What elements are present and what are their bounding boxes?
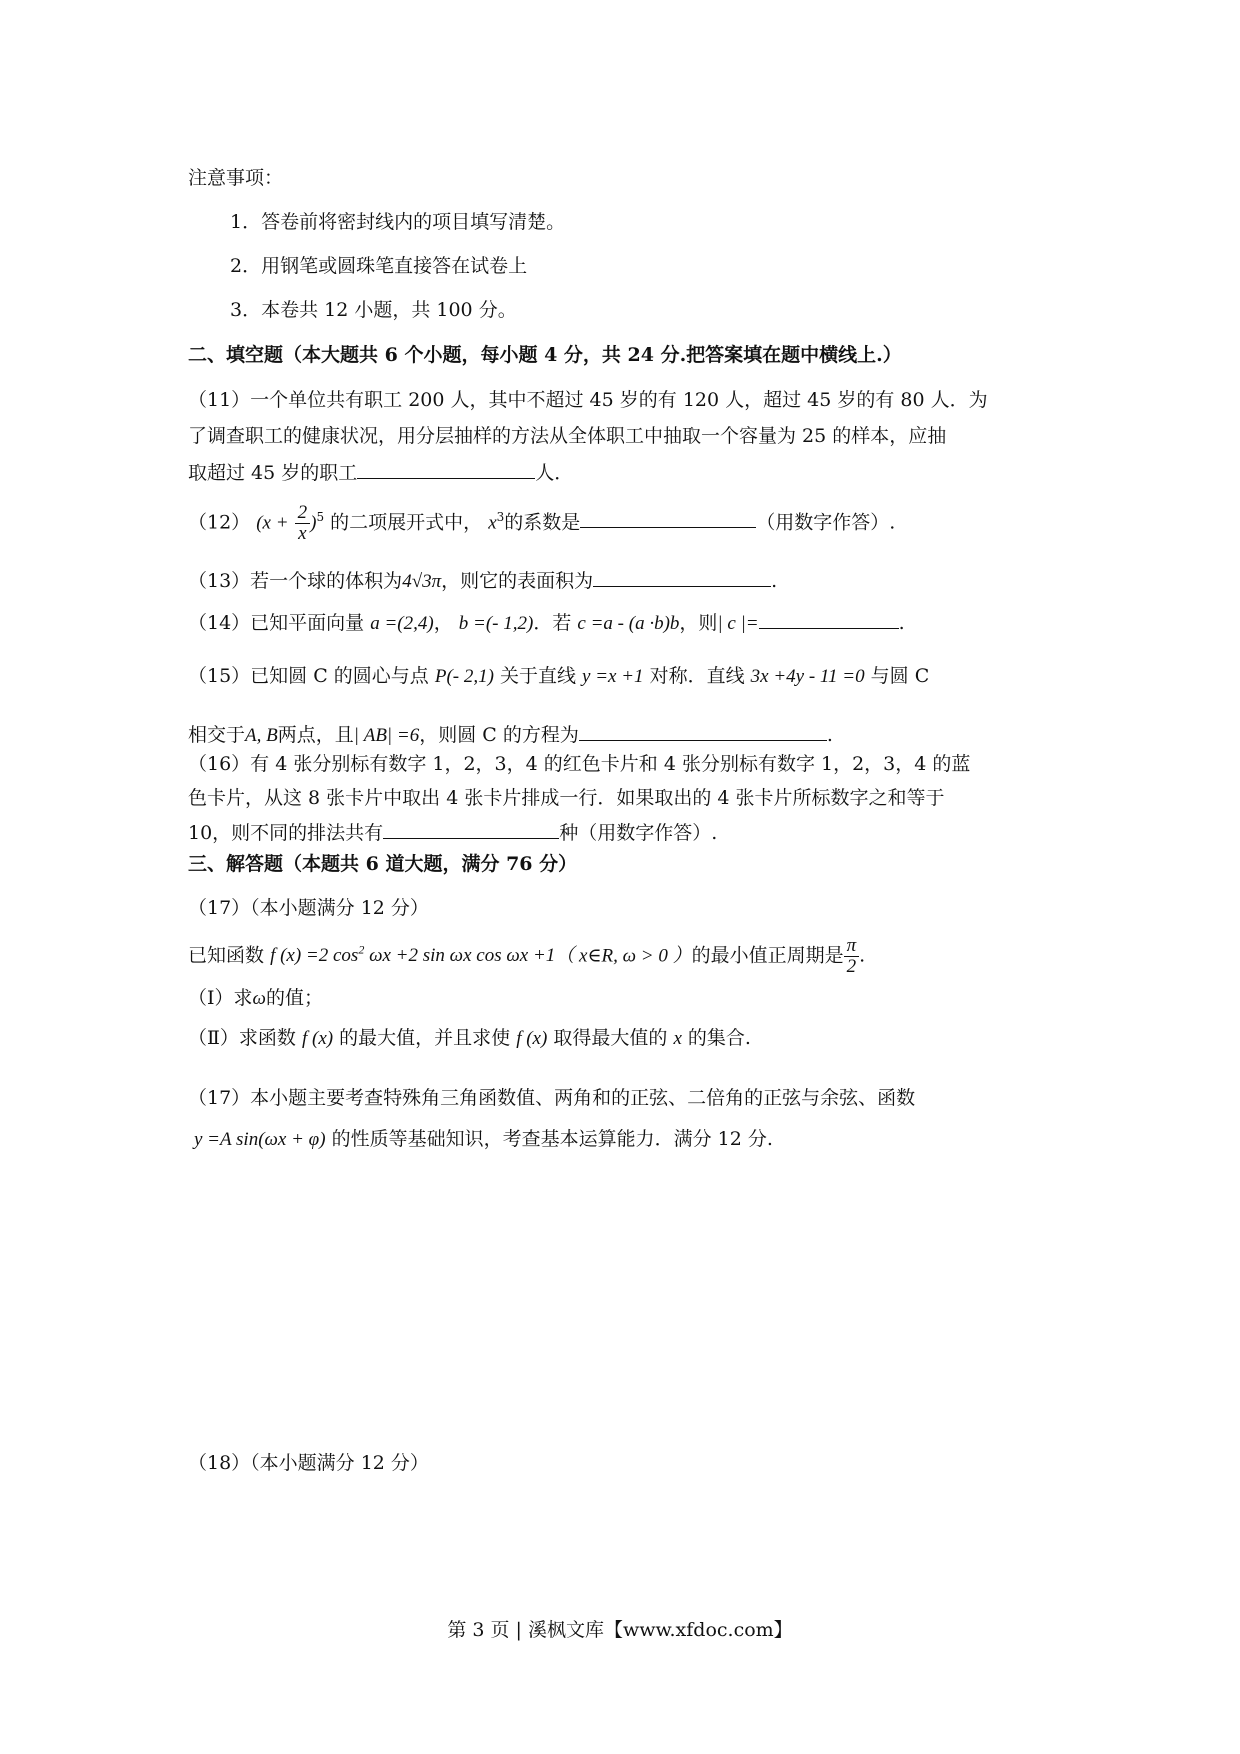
q15-mid1: 关于直线 [499,665,576,687]
q16-answer-blank [383,820,559,839]
q12-answer-blank [580,509,756,528]
q11-line2: 了调查职工的健康状况，用分层抽样的方法从全体职工中抽取一个容量为 25 的样本，应抽 [188,425,947,447]
q12-frac-den: x [298,522,307,544]
notice-item-1: 1．答卷前将密封线内的项目填写清楚。 [230,211,566,233]
q12-mid: 的二项展开式中， [330,511,483,534]
q12-expr-close: ) [310,512,317,534]
q15-line1 [188,660,929,693]
q17-stmt-post: . [859,944,866,967]
q12-fraction [295,503,311,544]
q15-points-ab: A, B [245,725,278,746]
q11-answer-blank [357,460,535,479]
q12-mid2: 的系数是 [504,511,581,534]
q17-answer-function: y =A sin(ωx + φ) [194,1129,326,1150]
q15-abs-ab: | AB| =6 [353,725,420,746]
q12-exponent: 5 [316,510,325,524]
q17-answer-text: 的性质等基础知识，考查基本运算能力．满分 12 分. [331,1128,773,1150]
q17-func-rest: ωx +2 sin ωx cos ωx +1 [364,945,556,967]
q14-sep1: ， [433,612,453,634]
q15-line2 [188,722,833,748]
q14-sep3: ，则 [679,612,718,634]
q11-line3-post: 人． [535,462,574,484]
q17-period-den: 2 [846,955,857,977]
q17-part2-f2: f (x) [516,1028,548,1049]
q12-post: （用数字作答）. [756,511,896,534]
q13 [188,568,777,594]
notice-item-3: 3．本卷共 12 小题，共 100 分。 [230,299,517,321]
section2-title: 二、填空题（本大题共 6 个小题，每小题 4 分，共 24 分.把答案填在题中横线上.） [188,344,902,366]
q17-func-exp: 2 [358,943,365,957]
q13-expr: 4√3π [402,571,442,592]
q16-line3 [188,820,717,845]
q18-header: （18）（本小题满分 12 分） [188,1452,429,1474]
q17-header: （17）（本小题满分 12 分） [188,897,429,919]
q17-part1-pre: （Ⅰ）求 [188,987,253,1009]
q15-line2-mid: 两点，且 [277,724,354,746]
q13-mid: ，则它的表面积为 [441,570,594,592]
q16-line1: （16）有 4 张分别标有数字 1，2，3，4 的红色卡片和 4 张分别标有数字 1，2，3，4 的蓝 [188,753,971,775]
q17-part2-pre: （Ⅱ）求函数 [188,1027,296,1049]
q17-statement [188,930,865,977]
q15-point-p: P(- 2,1) [434,666,494,687]
q17-answer-line2 [194,1122,773,1157]
q16-line3-post: 种（用数字作答）. [559,822,718,844]
q17-stmt-mid: 的最小值正周期是 [691,944,844,967]
q15-answer-blank [579,722,827,741]
q16-line2: 色卡片，从这 8 张卡片中取出 4 张卡片排成一行．如果取出的 4 张卡片所标数字之和等于 [188,787,945,809]
q13-answer-blank [593,568,771,587]
q14-sep2: ．若 [533,612,572,634]
q11-line1: （11）一个单位共有职工 200 人，其中不超过 45 岁的有 120 人，超过 45 岁的有 80 人．为 [188,389,988,411]
q12 [188,500,895,544]
q15-line2-pre: 相交于 [188,724,246,746]
notice-heading: 注意事项： [188,167,284,189]
q14-vector-c: c =a - (a ·b)b [577,613,680,634]
q14-post: . [898,612,905,634]
page-footer: 第 3 页 | 溪枫文库【www.xfdoc.com】 [447,1619,793,1641]
q14 [188,607,905,640]
q17-function [270,945,555,966]
q14-answer-blank [759,614,899,629]
q15-pre: （15）已知圆 C 的圆心与点 [188,665,429,687]
q11-line3-pre: 取超过 45 岁的职工 [188,462,358,484]
q15-line-eq: y =x +1 [582,666,644,687]
q17-part2-post: 的集合. [687,1027,751,1049]
q12-expr-open: (x + [256,512,289,534]
q17-part2-x: x [673,1028,682,1049]
q13-pre: （13）若一个球的体积为 [188,570,403,592]
q14-pre: （14）已知平面向量 [188,612,365,634]
q17-answer-line1: （17）本小题主要考查特殊角三角函数值、两角和的正弦、二倍角的正弦与余弦、函数 [188,1087,916,1109]
notice-item-2: 2．用钢笔或圆珠笔直接答在试卷上 [230,255,528,277]
q15-mid2: 对称．直线 [649,665,745,687]
q12-pre: （12） [188,511,251,534]
q17-period-fraction [844,936,860,977]
q14-abs-c: | c |= [717,613,759,634]
q17-part2-mid: 的最大值，并且求使 [339,1027,511,1049]
q12-frac-num: 2 [295,503,311,524]
q15-post1: 与圆 C [870,665,930,687]
q17-part1-post: 的值； [265,987,323,1009]
q11-line3 [188,460,573,485]
q15-line2-eq: 3x +4y - 11 =0 [750,666,865,687]
q15-line2-post: . [826,724,833,746]
q17-part2-f1: f (x) [301,1028,334,1049]
q12-x-exp: 3 [496,510,505,524]
q12-x-power: x [488,512,497,534]
q17-period-num: π [844,936,860,957]
q17-func-head: f (x) =2 cos [270,945,359,967]
q14-vector-a: a =(2,4) [370,613,434,634]
q14-vector-b: b =(- 1,2) [458,613,534,634]
section3-title: 三、解答题（本题共 6 道大题，满分 76 分） [188,853,578,875]
q13-post: . [771,570,778,592]
q17-stmt-pre: 已知函数 [188,944,265,967]
q17-part1-var: ω [252,988,266,1009]
q17-part2-mid2: 取得最大值的 [553,1027,668,1049]
q17-condition: （ x∈R, ω > 0 ） [555,945,692,967]
q17-part1 [188,986,323,1011]
q17-part2 [188,1020,751,1057]
q16-line3-pre: 10，则不同的排法共有 [188,822,384,844]
q15-line2-mid2: ，则圆 C 的方程为 [419,724,579,746]
